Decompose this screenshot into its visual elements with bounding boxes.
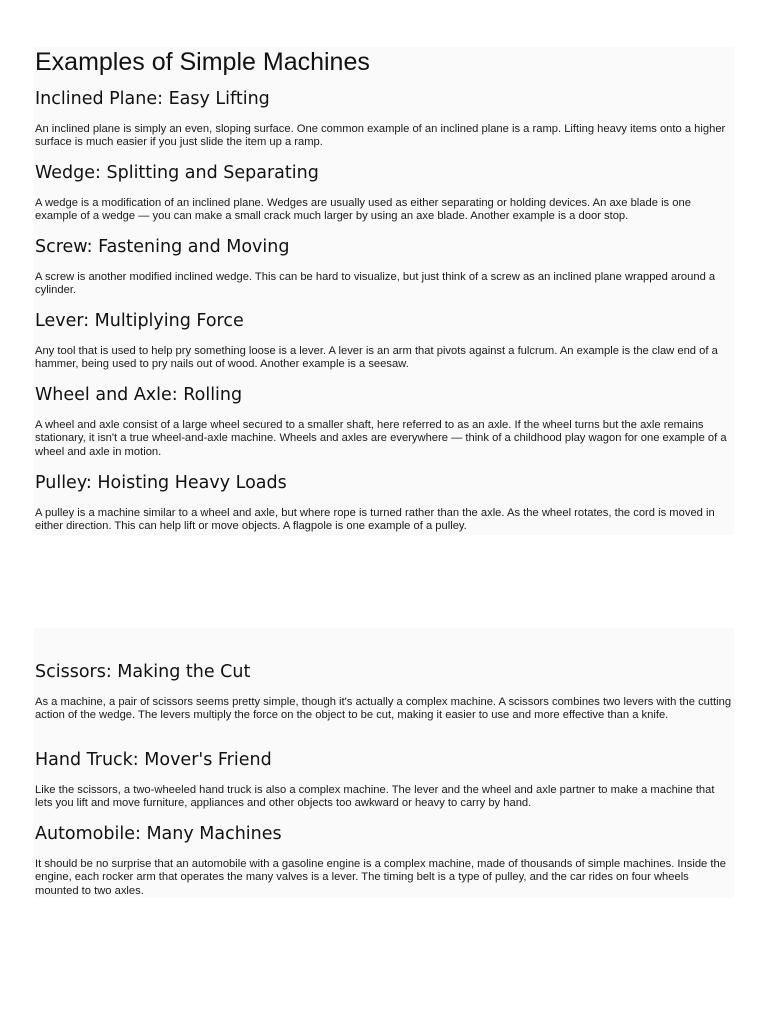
section-body: A wheel and axle consist of a large wheel secured to a smaller shaft, here referred to as an axle. If the wheel turns but the axle remains stationary, it isn't a true wheel-and-axle machine. Wheels and axles are everywhere — think of a childhood play wagon for one example of a wheel and axle in motion. [35, 419, 727, 458]
section-body: It should be no surprise that an automobile with a gasoline engine is a complex machine, made of thousands of simple machines. Inside the engine, each rocker arm that operates the many valves is a lever. The timing belt is a type of pulley, and the car rides on four wheels mounted to two axles. [35, 858, 726, 897]
section-heading: Wedge: Splitting and Separating [35, 163, 319, 183]
section-body: Any tool that is used to help pry something loose is a lever. A lever is an arm that pivots against a fulcrum. An example is the claw end of a hammer, being used to pry nails out of wood. Another example is a seesaw. [35, 345, 718, 371]
section-heading: Screw: Fastening and Moving [35, 237, 290, 257]
section-heading: Scissors: Making the Cut [35, 662, 251, 682]
section-inclined-plane [35, 88, 733, 150]
section-wheel-and-axle [35, 384, 733, 459]
section-scissors [35, 661, 733, 723]
section-heading: Pulley: Hoisting Heavy Loads [35, 473, 287, 493]
section-automobile [35, 823, 733, 898]
page-title: Examples of Simple Machines [35, 48, 370, 76]
section-heading: Automobile: Many Machines [35, 824, 282, 844]
section-body: As a machine, a pair of scissors seems pretty simple, though it's actually a complex machine. A scissors combines two levers with the cutting action of the wedge. The levers multiply the force on the object to be cut, making it easier to use and more effective than a knife. [35, 696, 732, 722]
section-hand-truck [35, 749, 733, 811]
section-body: An inclined plane is simply an even, sloping surface. One common example of an inclined plane is a ramp. Lifting heavy items onto a higher surface is much easier if you just slide the item up a ramp. [35, 123, 726, 149]
section-body: A pulley is a machine similar to a wheel and axle, but where rope is turned rather than the axle. As the wheel rotates, the cord is moved in either direction. This can help lift or move objects. A flagpole is one example of a pulley. [35, 507, 715, 533]
section-pulley [35, 472, 733, 534]
section-heading: Hand Truck: Mover's Friend [35, 750, 272, 770]
section-screw [35, 236, 733, 298]
section-lever [35, 310, 733, 372]
section-body: Like the scissors, a two-wheeled hand truck is also a complex machine. The lever and the wheel and axle partner to make a machine that lets you lift and move furniture, appliances and other objects too awkward or heavy to carry by hand. [35, 784, 715, 810]
section-heading: Lever: Multiplying Force [35, 311, 244, 331]
section-wedge [35, 162, 733, 224]
section-body: A wedge is a modification of an inclined plane. Wedges are usually used as either separating or holding devices. An axe blade is one example of a wedge — you can make a small crack much larger by using an axe blade. Another example is a door stop. [35, 197, 691, 223]
section-heading: Inclined Plane: Easy Lifting [35, 89, 270, 109]
section-heading: Wheel and Axle: Rolling [35, 385, 243, 405]
section-body: A screw is another modified inclined wedge. This can be hard to visualize, but just think of a screw as an inclined plane wrapped around a cylinder. [35, 271, 716, 297]
